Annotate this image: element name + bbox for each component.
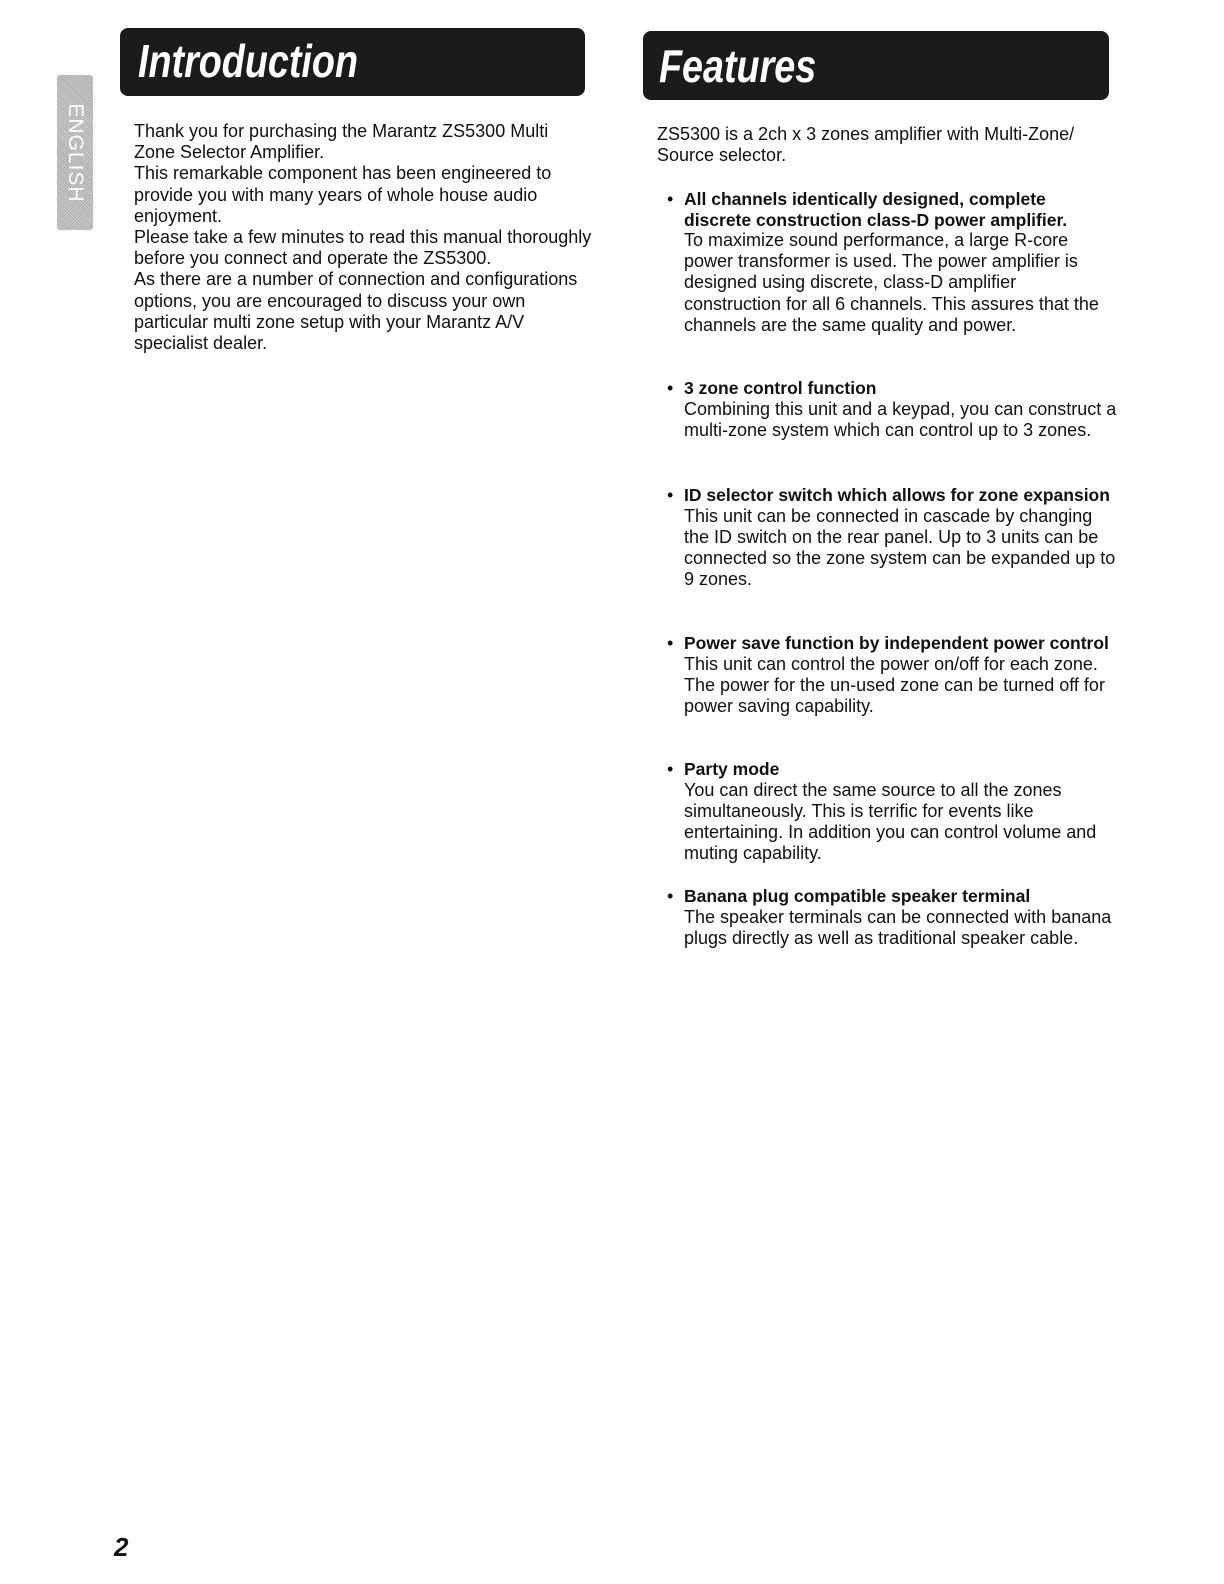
feature-title: Banana plug compatible speaker terminal — [684, 886, 1031, 906]
page-number: 2 — [114, 1532, 129, 1562]
language-label: ENGLISH — [64, 102, 87, 203]
feature-description: To maximize sound performance, a large R-core power transformer is used. The power amplifier is designed using discrete, class-D amplifier construction for all 6 channels. This assures that the channels are the same quality and power. — [684, 230, 1099, 335]
bullet-icon: • — [667, 886, 674, 906]
feature-title: Party mode — [684, 759, 780, 779]
feature-description: This unit can be connected in cascade by changing the ID switch on the rear panel. Up to 3 units can be connected so the zone system can be expanded up to 9 zones. — [684, 505, 1116, 590]
intro-paragraph: As there are a number of connection and configurations options, you are encouraged to discuss your own particular multi zone setup with your Marantz A/V specialist dealer. — [134, 269, 578, 354]
feature-item — [667, 633, 1117, 717]
feature-item — [667, 759, 1117, 864]
feature-description: The speaker terminals can be connected with banana plugs directly as well as traditional speaker cable. — [684, 906, 1112, 948]
feature-description: You can direct the same source to all the zones simultaneously. This is terrific for events like entertaining. In addition you can control volume and muting capability. — [684, 779, 1097, 864]
language-side-tab — [57, 75, 93, 230]
intro-paragraph: Please take a few minutes to read this manual thoroughly before you connect and operate the ZS5300. — [134, 227, 592, 269]
bullet-icon: • — [667, 633, 674, 653]
introduction-heading: Introduction — [138, 35, 358, 87]
bullet-icon: • — [667, 189, 674, 209]
feature-title: ID selector switch which allows for zone expansion — [684, 485, 1110, 505]
introduction-body — [134, 121, 594, 354]
bullet-icon: • — [667, 759, 674, 779]
features-intro: ZS5300 is a 2ch x 3 zones amplifier with Multi-Zone/ Source selector. — [657, 124, 1075, 166]
features-heading: Features — [659, 40, 817, 92]
feature-description: Combining this unit and a keypad, you can construct a multi-zone system which can control up to 3 zones. — [684, 398, 1117, 440]
feature-item — [667, 378, 1117, 441]
feature-item — [667, 189, 1117, 336]
feature-title: All channels identically designed, complete discrete construction class-D power amplifier. — [684, 189, 1068, 230]
intro-paragraph: This remarkable component has been engineered to provide you with many years of whole house audio enjoyment. — [134, 163, 552, 226]
feature-item — [667, 485, 1117, 590]
feature-item — [667, 886, 1117, 949]
introduction-heading-bar — [120, 28, 585, 96]
feature-description: This unit can control the power on/off for each zone. The power for the un-used zone can be turned off for power saving capability. — [684, 653, 1105, 716]
features-heading-bar — [643, 31, 1109, 100]
bullet-icon: • — [667, 378, 674, 398]
intro-paragraph: Thank you for purchasing the Marantz ZS5300 Multi Zone Selector Amplifier. — [134, 121, 549, 163]
bullet-icon: • — [667, 485, 674, 505]
feature-title: Power save function by independent power control — [684, 633, 1109, 653]
feature-title: 3 zone control function — [684, 378, 877, 398]
